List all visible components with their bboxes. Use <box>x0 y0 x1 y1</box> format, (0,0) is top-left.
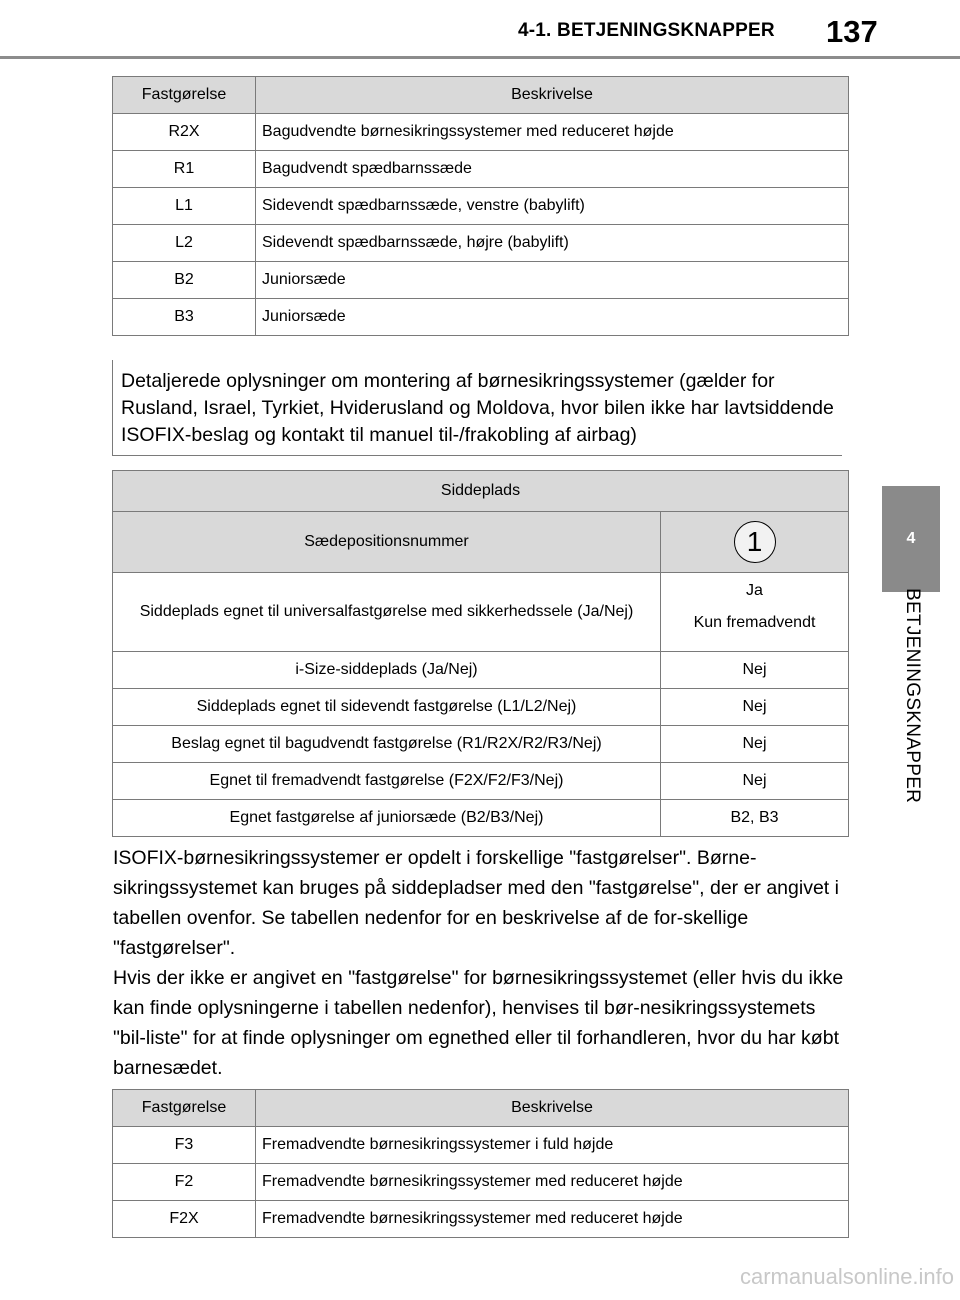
seat-criterion: i-Size-siddeplads (Ja/Nej) <box>113 652 661 689</box>
fixture-description: Bagudvendt spædbarnssæde <box>256 151 849 188</box>
fixture-code: R1 <box>113 151 256 188</box>
table-header-fixture: Fastgørelse <box>113 1090 256 1127</box>
section-title: 4-1. BETJENINGSKNAPPER <box>518 20 775 41</box>
table-header-description: Beskrivelse <box>256 1090 849 1127</box>
table-row <box>113 652 849 689</box>
fixture-description: Juniorsæde <box>256 299 849 336</box>
table-header-fixture: Fastgørelse <box>113 77 256 114</box>
table-row <box>113 800 849 837</box>
fixture-description: Sidevendt spædbarnssæde, venstre (babylift) <box>256 188 849 225</box>
info-box: Detaljerede oplysninger om montering af børnesikringssystemer (gælder for Rusland, Israel, Tyrkiet, Hviderusland og Moldova, hvor bilen ikke har lavtsiddende ISOFIX-beslag og kontakt til manuel til-/frakobling af airbag) <box>112 360 842 456</box>
universal-belt-value-1: Ja <box>746 582 763 599</box>
page-number: 137 <box>826 14 878 49</box>
table-row <box>113 573 849 652</box>
seat-criterion: Beslag egnet til bagudvendt fastgørelse (R1/R2X/R2/R3/Nej) <box>113 726 661 763</box>
universal-belt-value-2: Kun fremadvendt <box>693 614 816 631</box>
body-text <box>113 843 848 1083</box>
seat-position-number: 1 <box>734 521 776 563</box>
seat-criterion-value: B2, B3 <box>661 800 849 837</box>
fixture-code: L2 <box>113 225 256 262</box>
fixture-code: L1 <box>113 188 256 225</box>
table-row <box>113 114 849 151</box>
seat-criterion: Egnet til fremadvendt fastgørelse (F2X/F2/F3/Nej) <box>113 763 661 800</box>
chapter-tab[interactable] <box>882 486 940 592</box>
table-header-description: Beskrivelse <box>256 77 849 114</box>
table-row <box>113 299 849 336</box>
table-row <box>113 1201 849 1238</box>
chapter-tab-number: 4 <box>906 530 916 547</box>
seat-position-cell <box>661 512 849 573</box>
fixture-description: Bagudvendte børnesikringssystemer med reduceret højde <box>256 114 849 151</box>
universal-belt-value <box>661 573 849 652</box>
table-row <box>113 1164 849 1201</box>
table-row <box>113 151 849 188</box>
fixture-description: Fremadvendte børnesikringssystemer med reduceret højde <box>256 1201 849 1238</box>
table-row <box>113 726 849 763</box>
table-row <box>113 225 849 262</box>
table-row <box>113 689 849 726</box>
fixture-code: B3 <box>113 299 256 336</box>
seat-criterion: Egnet fastgørelse af juniorsæde (B2/B3/Nej) <box>113 800 661 837</box>
seat-criterion-value: Nej <box>661 689 849 726</box>
fixture-description: Fremadvendte børnesikringssystemer i fuld højde <box>256 1127 849 1164</box>
table-row <box>113 763 849 800</box>
fixture-description: Fremadvendte børnesikringssystemer med reduceret højde <box>256 1164 849 1201</box>
seat-position-table <box>112 470 849 837</box>
fixture-code: R2X <box>113 114 256 151</box>
chapter-side-label: BETJENINGSKNAPPER <box>902 588 923 804</box>
fixture-description: Sidevendt spædbarnssæde, højre (babylift) <box>256 225 849 262</box>
seat-criterion-value: Nej <box>661 763 849 800</box>
table-row <box>113 262 849 299</box>
universal-belt-label: Siddeplads egnet til universalfastgørelse med sikkerhedssele (Ja/Nej) <box>113 573 661 652</box>
seat-table-title: Siddeplads <box>113 471 849 512</box>
fixture-code: B2 <box>113 262 256 299</box>
seat-position-label: Sædepositionsnummer <box>113 512 661 573</box>
fixture-table-bottom <box>112 1089 849 1238</box>
table-row <box>113 1127 849 1164</box>
watermark: carmanualsonline.info <box>740 1264 955 1289</box>
paragraph: Hvis der ikke er angivet en "fastgørelse" for børnesikringssystemet (eller hvis du ikke kan finde oplysningerne i tabellen nedenfor), henvises til bør-nesikringssystemets "bil-liste" for at finde oplysninger om egnethed eller til forhandleren, hvor du har købt barnesædet. <box>113 967 844 1079</box>
paragraph: ISOFIX-børnesikringssystemer er opdelt i forskellige "fastgørelser". Børne-sikringssystemet kan bruges på siddepladser med den "fastgørelse", der er angivet i tabellen ovenfor. Se tabellen nedenfor for en beskrivelse af de for-skellige "fastgørelser". <box>113 847 839 959</box>
fixture-table-top <box>112 76 849 336</box>
seat-criterion: Siddeplads egnet til sidevendt fastgørelse (L1/L2/Nej) <box>113 689 661 726</box>
seat-criterion-value: Nej <box>661 652 849 689</box>
header-divider <box>0 56 960 59</box>
table-row <box>113 188 849 225</box>
fixture-code: F3 <box>113 1127 256 1164</box>
fixture-description: Juniorsæde <box>256 262 849 299</box>
fixture-code: F2X <box>113 1201 256 1238</box>
fixture-code: F2 <box>113 1164 256 1201</box>
seat-criterion-value: Nej <box>661 726 849 763</box>
